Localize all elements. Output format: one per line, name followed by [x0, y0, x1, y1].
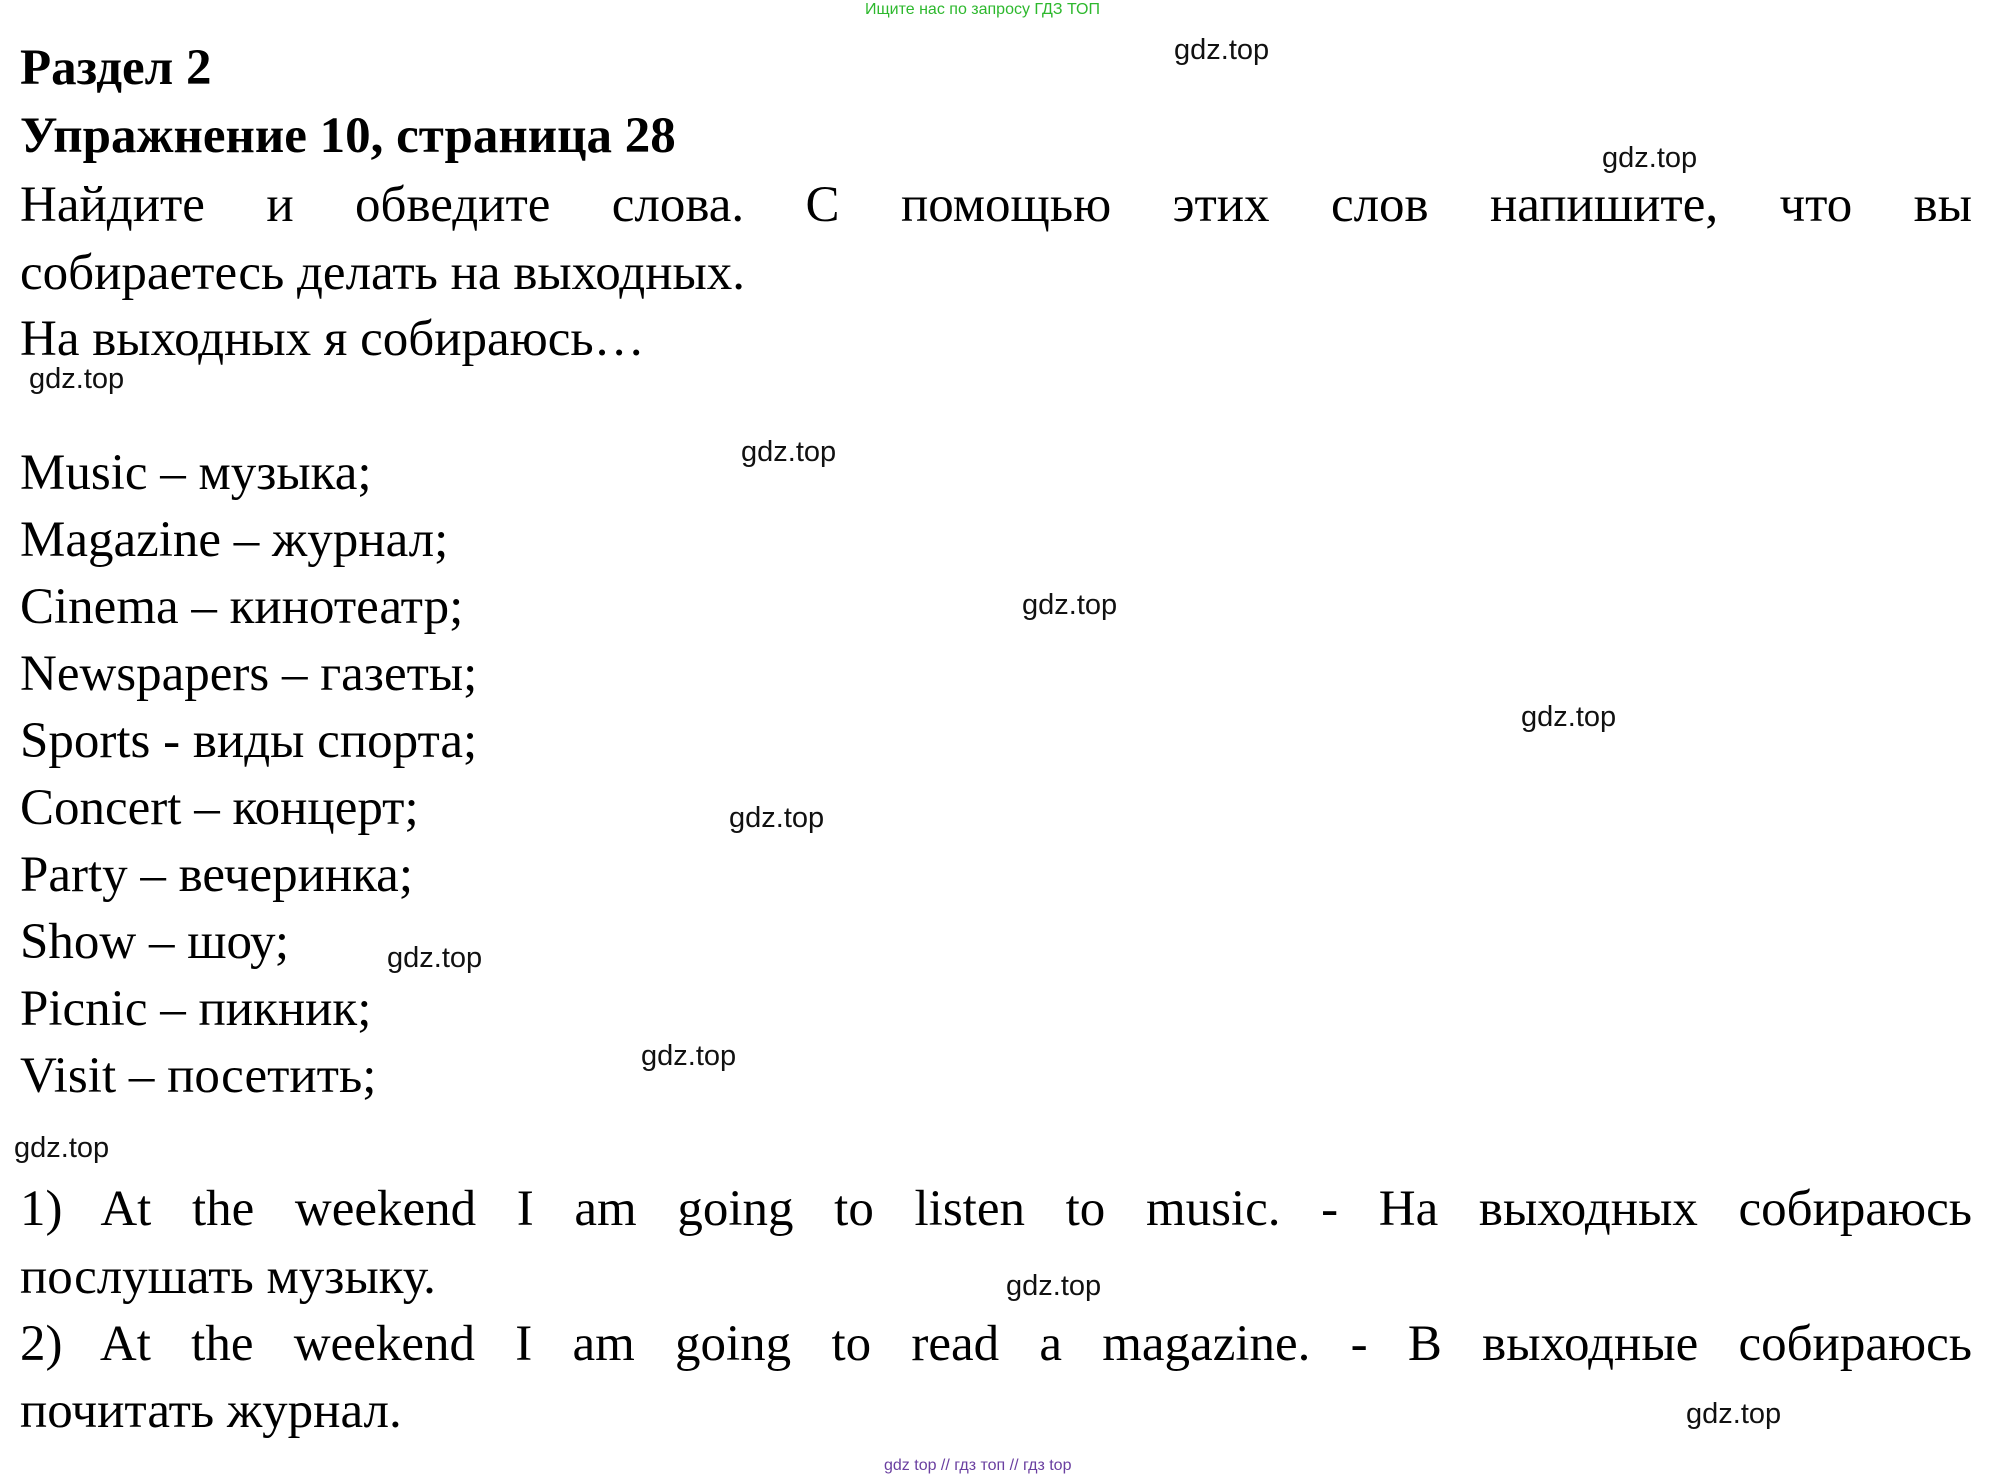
watermark: gdz.top	[1022, 589, 1118, 621]
watermark: gdz.top	[29, 363, 125, 395]
watermark: gdz.top	[14, 1132, 110, 1164]
watermark: gdz.top	[729, 802, 825, 834]
list-item: Show – шоу;	[20, 914, 290, 970]
list-item: Concert – концерт;	[20, 780, 419, 836]
watermark: gdz.top	[641, 1040, 737, 1072]
section-title: Раздел 2	[20, 40, 212, 96]
list-item: Sports - виды спорта;	[20, 713, 478, 769]
watermark: gdz.top	[1686, 1398, 1782, 1430]
instruction-line-1: Найдите и обведите слова. С помощью этих слов напишите, что вы	[20, 177, 1972, 233]
list-item: Picnic – пикник;	[20, 981, 372, 1037]
prompt: На выходных я собираюсь…	[20, 311, 645, 367]
watermark: gdz.top	[1602, 142, 1698, 174]
answer-1-line-1: 1) At the weekend I am going to listen to music. - На выходных собираюсь	[20, 1181, 1972, 1237]
watermark: gdz.top	[387, 942, 483, 974]
exercise-title: Упражнение 10, страница 28	[20, 108, 676, 164]
list-item: Magazine – журнал;	[20, 512, 449, 568]
list-item: Visit – посетить;	[20, 1048, 377, 1104]
watermark: gdz.top	[741, 436, 837, 468]
list-item: Party – вечеринка;	[20, 847, 413, 903]
watermark: gdz.top	[1006, 1270, 1102, 1302]
watermark: gdz.top	[1521, 701, 1617, 733]
list-item: Music – музыка;	[20, 445, 372, 501]
list-item: Newspapers – газеты;	[20, 646, 478, 702]
footer: gdz top // гдз топ // гдз top	[884, 1457, 1072, 1474]
instruction-line-2: собираетесь делать на выходных.	[20, 245, 746, 301]
top-banner: Ищите нас по запросу ГДЗ ТОП	[865, 1, 1100, 18]
answer-1-line-2: послушать музыку.	[20, 1249, 436, 1305]
answer-2-line-2: почитать журнал.	[20, 1383, 402, 1439]
list-item: Cinema – кинотеатр;	[20, 579, 464, 635]
watermark: gdz.top	[1174, 34, 1270, 66]
answer-2-line-1: 2) At the weekend I am going to read a magazine. - В выходные собираюсь	[20, 1316, 1972, 1372]
